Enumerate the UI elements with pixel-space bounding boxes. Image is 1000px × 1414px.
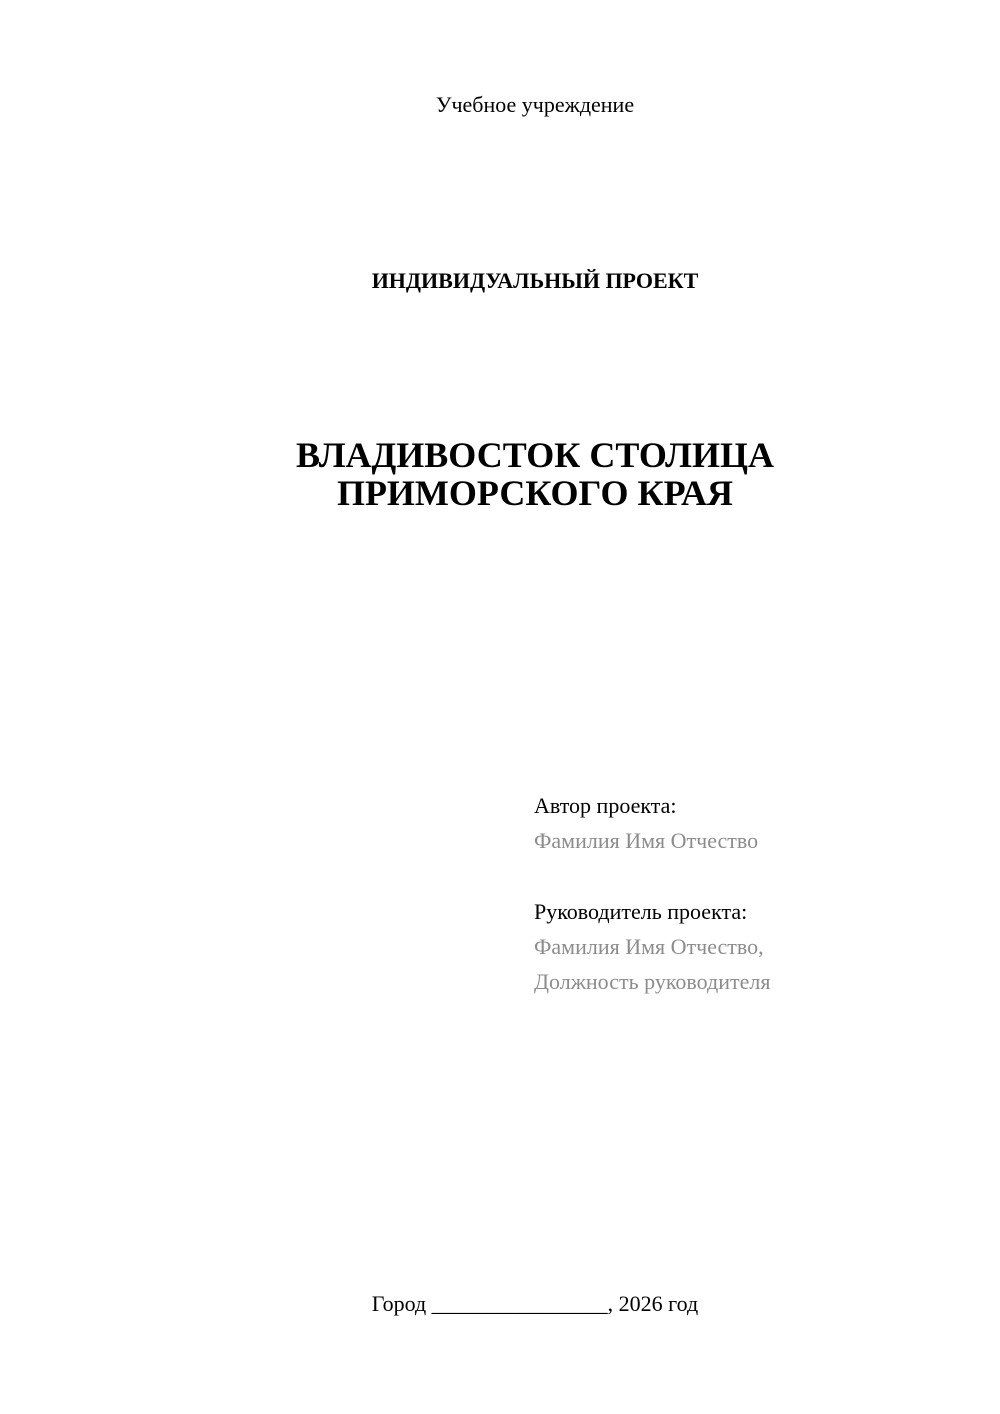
project-title-line-2: ПРИМОРСКОГО КРАЯ (336, 473, 734, 513)
author-name: Фамилия Имя Отчество (534, 828, 759, 853)
supervisor-position: Должность руководителя (534, 969, 771, 994)
author-label: Автор проекта: (534, 793, 677, 818)
project-title-line-1: ВЛАДИВОСТОК СТОЛИЦА (296, 435, 774, 475)
info-spacer (534, 858, 974, 894)
institution-name: Учебное учреждение (435, 92, 635, 117)
document-type: ИНДИВИДУАЛЬНЫЙ ПРОЕКТ (371, 268, 699, 293)
supervisor-name: Фамилия Имя Отчество, (534, 934, 764, 959)
project-title (0, 436, 1000, 512)
supervisor-label: Руководитель проекта: (534, 899, 748, 924)
project-info-block (534, 788, 974, 999)
city-year-line: Город ________________, 2026 год (371, 1291, 699, 1316)
